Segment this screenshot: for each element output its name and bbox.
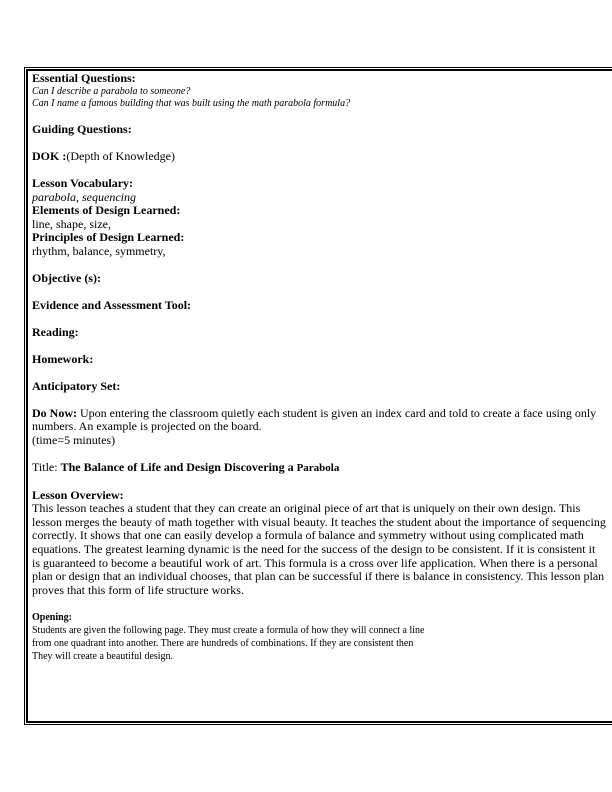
vocabulary-heading: Lesson Vocabulary: [32,176,134,190]
do-now-text: Upon entering the classroom quietly each student is given an index card and told to create a face using only numbers. An example is projected on the board. [32,405,597,434]
reading-heading: Reading: [32,324,79,339]
opening-section [32,611,606,663]
essential-question-2: Can I name a famous building that was built using the math parabola formula? [32,97,351,109]
title-main: The Balance of Life and Design Discovering a [60,459,297,474]
evidence-heading: Evidence and Assessment Tool: [32,297,192,312]
principles-heading: Principles of Design Learned: [32,230,185,244]
essential-questions-heading: Essential Questions: [32,71,136,85]
opening-line-2: from one quadrant into another. There are hundreds of combinations. If they are consistent then [32,637,414,649]
dok-section [32,150,606,164]
opening-line-1: Students are given the following page. They must create a formula of how they will connect a line [32,624,425,636]
title-label: Title: [32,459,61,474]
opening-line-3: They will create a beautiful design. [32,650,174,662]
homework-heading: Homework: [32,351,94,366]
elements-text: line, shape, size, [32,216,111,231]
anticipatory-set-heading: Anticipatory Set: [32,378,121,393]
lesson-plan-content [32,72,606,663]
dok-text: (Depth of Knowledge) [66,149,175,163]
overview-text: This lesson teaches a student that they can create an original piece of art that is uniquely on their own design. This lesson merges the beauty of math together with visual beauty. It teaches the student about the importance of sequencing correctly. It shows that one can easily develop a formula of balance and symmetry without using complicated math equations. The greatest learning dynamic is the need for the success of the design to be consistent. If it is consistent it is guaranteed to become a beautiful work of art. This formula is a cross over life application. When there is a personal plan or design that an individual chooses, that plan can be successful if there is balance in consistency. This lesson plan proves that this form of life structure works. [32,501,606,597]
opening-heading: Opening: [32,611,73,623]
do-now-heading: Do Now: [32,405,77,420]
guiding-questions-heading: Guiding Questions: [32,122,132,136]
essential-question-1: Can I describe a parabola to someone? [32,85,191,97]
title-section [32,461,606,476]
overview-heading: Lesson Overview: [32,487,124,502]
objective-heading: Objective (s): [32,270,101,285]
do-now-section [32,407,606,448]
principles-text: rhythm, balance, symmetry, [32,243,166,258]
elements-heading: Elements of Design Learned: [32,203,181,217]
title-small: Parabola [296,461,340,474]
essential-questions-section [32,72,606,110]
dok-heading: DOK : [32,149,67,163]
overview-section [32,489,606,598]
do-now-time: (time=5 minutes) [32,432,116,447]
vocabulary-text: parabola, sequencing [32,189,136,204]
vocabulary-section [32,177,606,258]
